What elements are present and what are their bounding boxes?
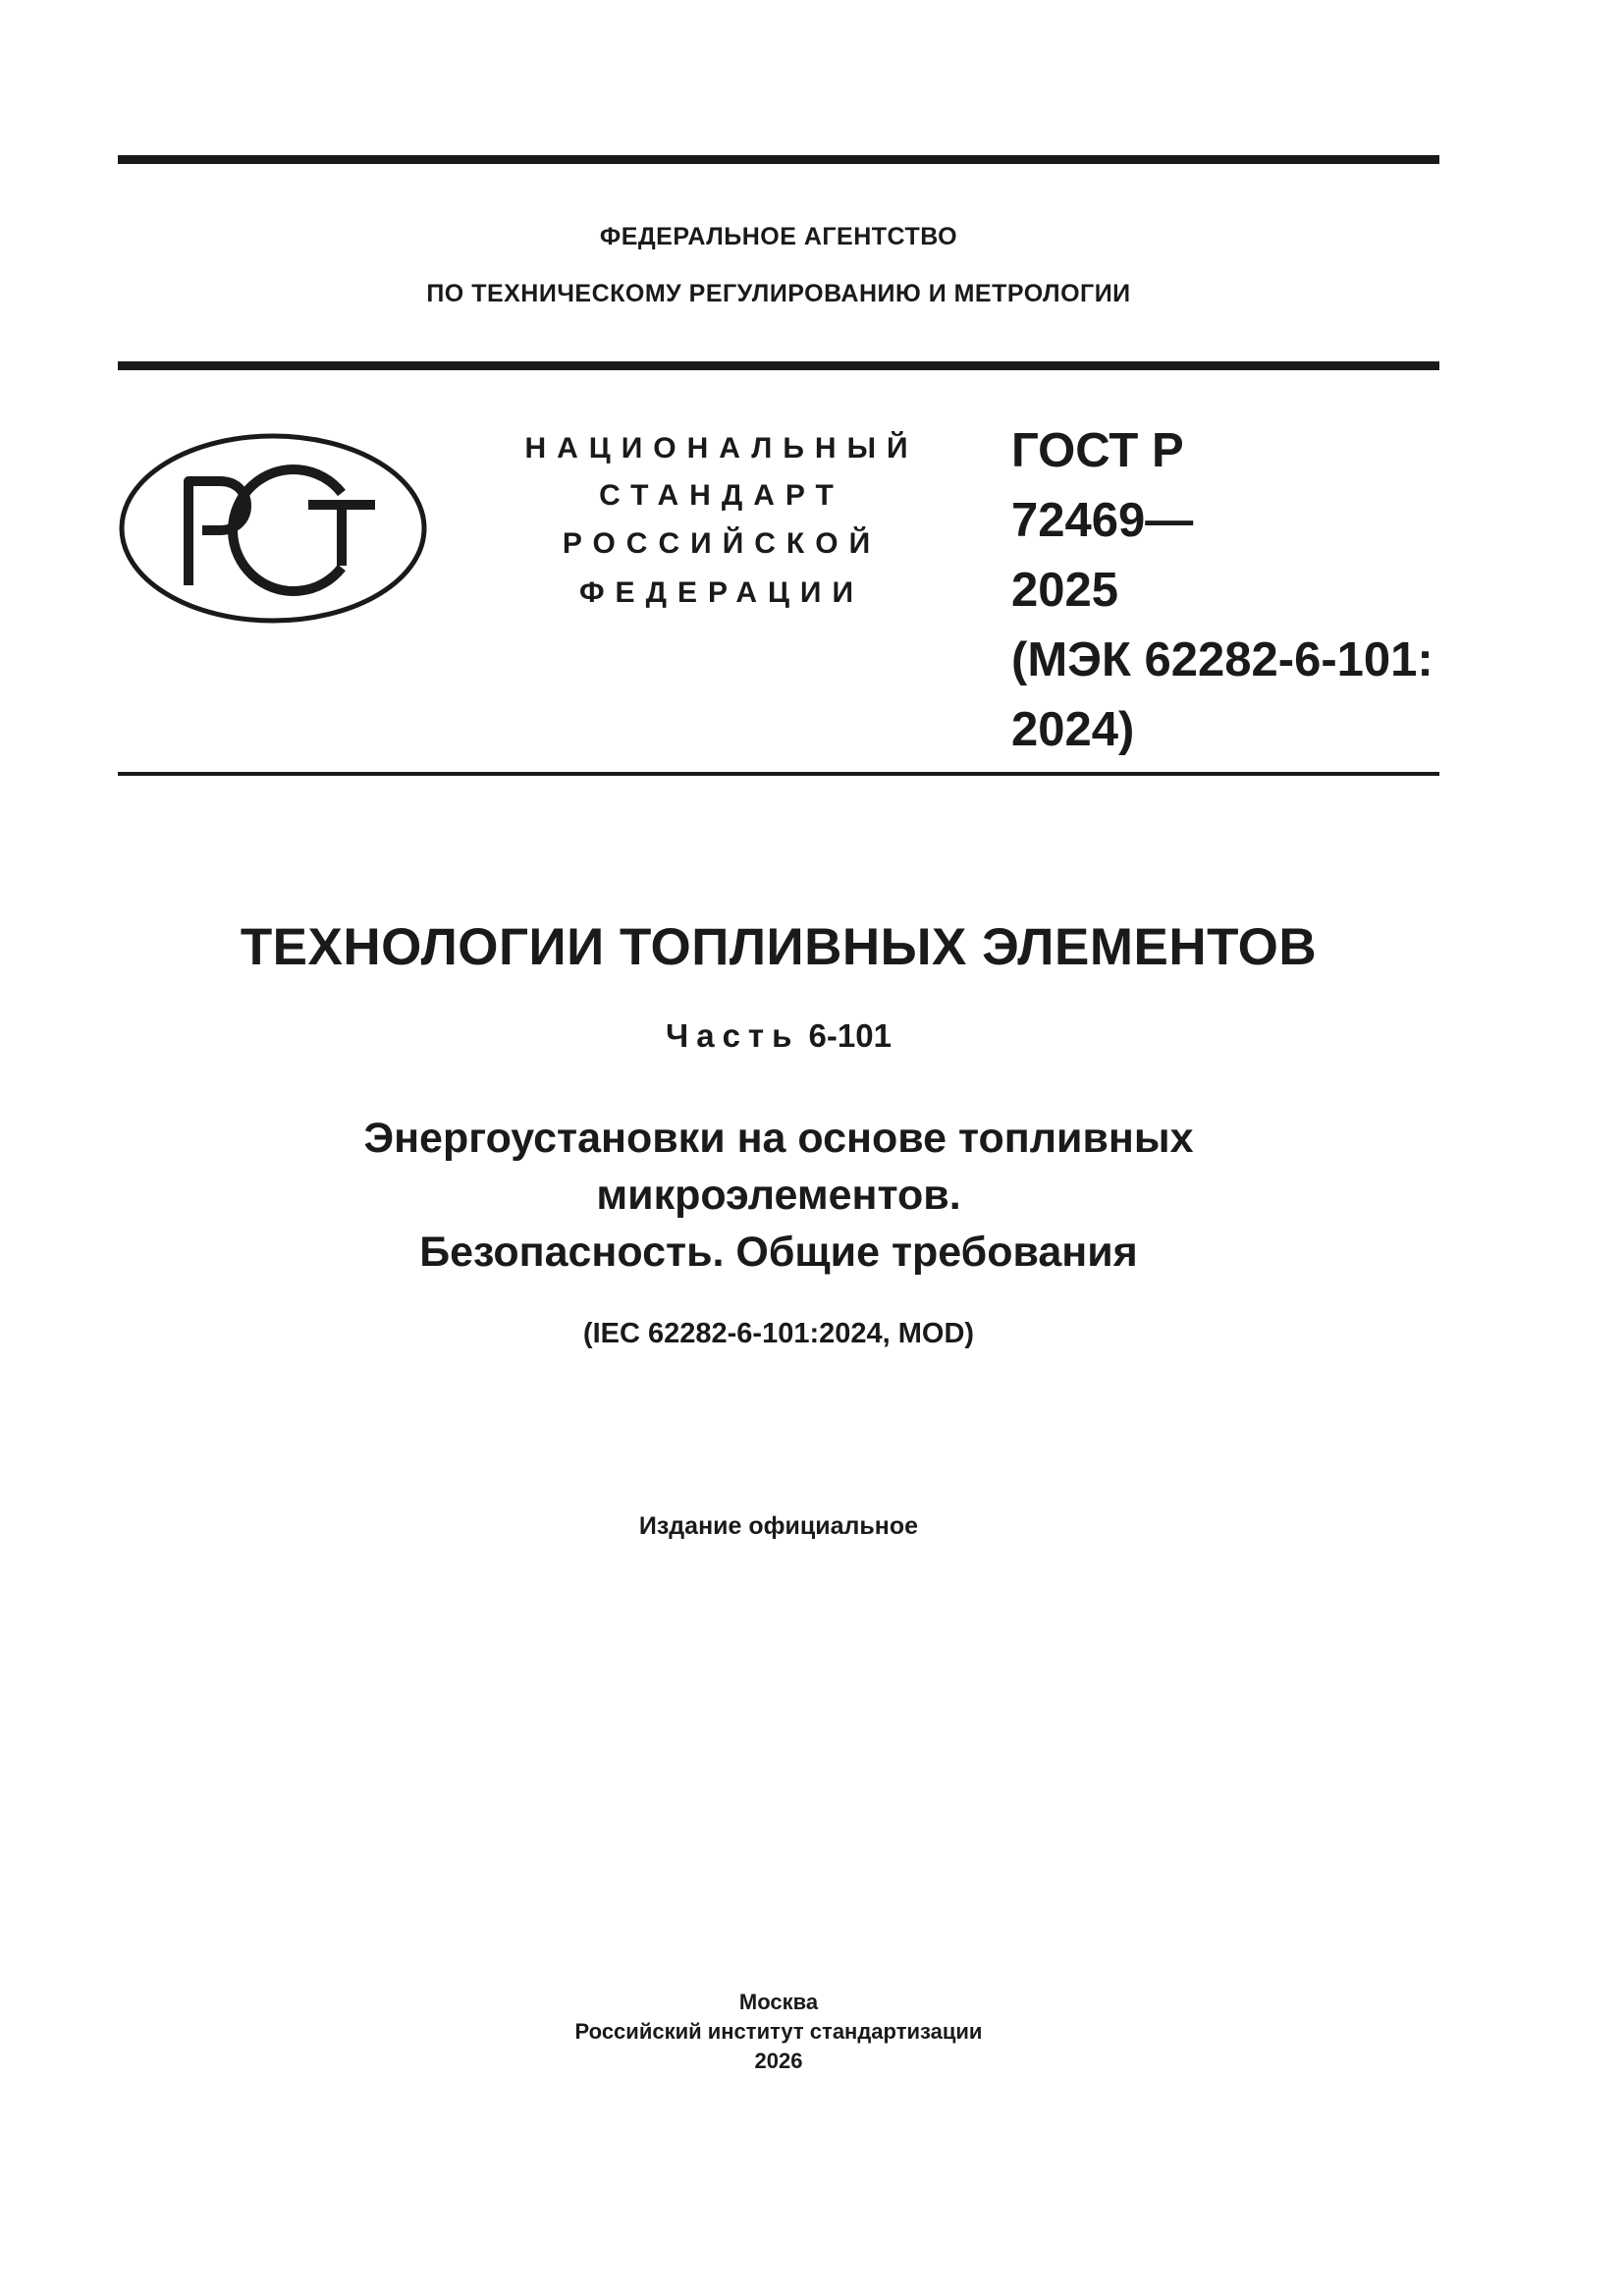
iec-reference: (IEC 62282-6-101:2024, MOD) [582,1318,975,1349]
national-standard-line-3: РОССИЙСКОЙ [562,527,882,560]
designation-line-3: 2025 [1011,564,1119,617]
designation-line-2: 72469— [1011,494,1194,547]
national-standard-line-2: СТАНДАРТ [599,479,844,512]
document-title: ТЕХНОЛОГИИ ТОПЛИВНЫХ ЭЛЕМЕНТОВ [240,918,1318,976]
part-number: 6-101 [808,1017,892,1054]
imprint [118,1988,1439,2076]
standard-designation [1011,416,1443,765]
subtitle-line-3: Безопасность. Общие требования [419,1229,1138,1276]
subtitle-line-1: Энергоустановки на основе топливных [363,1115,1194,1162]
agency-line-2: ПО ТЕХНИЧЕСКОМУ РЕГУЛИРОВАНИЮ И МЕТРОЛОГИИ [426,280,1131,307]
imprint-city: Москва [738,1990,819,2014]
document-subtitle [118,1110,1439,1281]
national-standard-line-1: НАЦИОНАЛЬНЫЙ [524,432,919,465]
imprint-publisher: Российский институт стандартизации [574,2019,983,2044]
subtitle-line-2: микроэлементов. [596,1172,961,1219]
designation-line-5: 2024) [1011,703,1135,756]
part-heading [118,1017,1439,1055]
designation-rule [118,772,1439,776]
top-rule [118,155,1439,164]
national-standard-line-4: ФЕДЕРАЦИИ [578,576,865,609]
edition-note: Издание официальное [638,1512,919,1540]
part-word: Часть [666,1017,800,1054]
imprint-year: 2026 [754,2049,803,2073]
agency-line-1: ФЕДЕРАЛЬНОЕ АГЕНТСТВО [599,223,958,250]
rst-certification-mark-icon [118,432,428,625]
designation-line-4: (МЭК 62282-6-101: [1011,633,1434,686]
designation-line-1: ГОСТ Р [1011,424,1184,477]
header-rule [118,361,1439,370]
